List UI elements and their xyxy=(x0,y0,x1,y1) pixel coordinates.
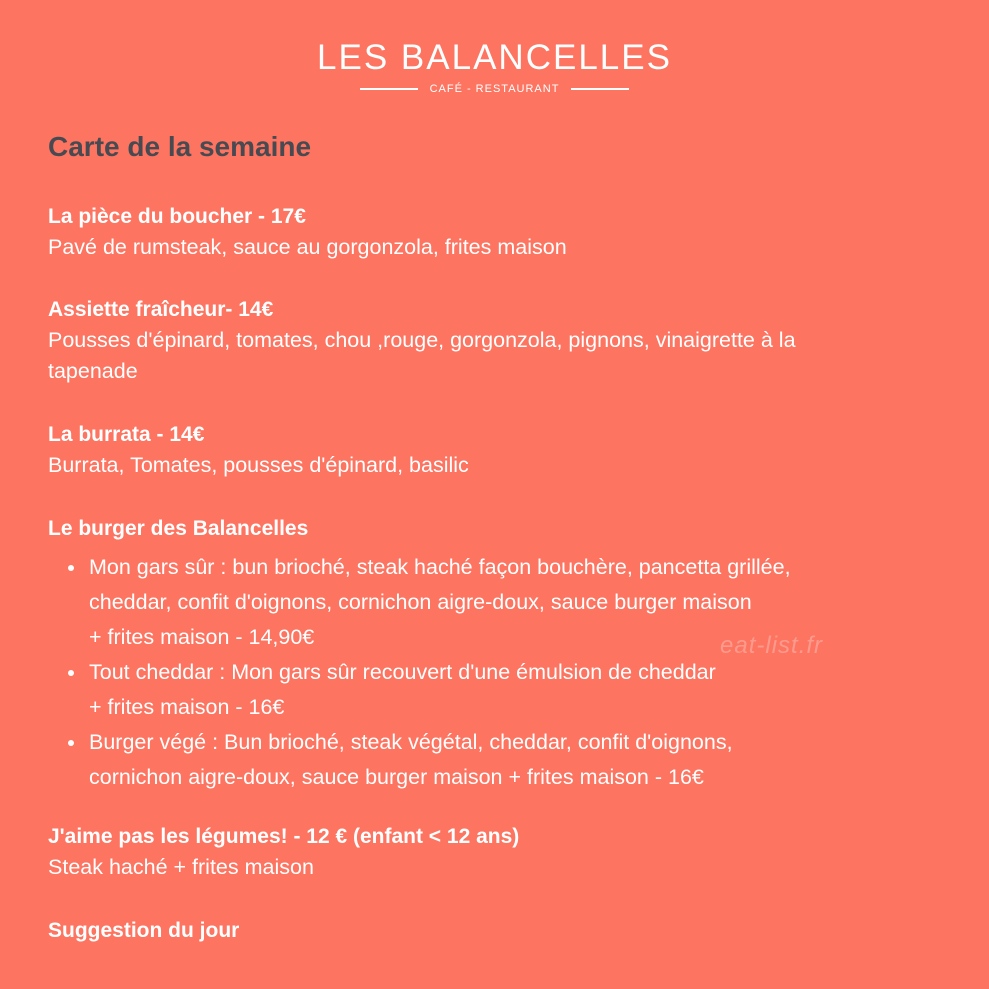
dish-description: Steak haché + frites maison xyxy=(48,855,314,879)
burger-item xyxy=(48,655,948,725)
dish-description: Burrata, Tomates, pousses d'épinard, basilic xyxy=(48,453,469,477)
burger-item-line: Tout cheddar : Mon gars sûr recouvert d'une émulsion de cheddar xyxy=(89,660,716,684)
menu-section-enfant xyxy=(48,821,948,883)
burger-item-line: + frites maison - 16€ xyxy=(89,695,285,719)
dish-title: Suggestion du jour xyxy=(48,919,240,942)
dish-title: Assiette fraîcheur- 14€ xyxy=(48,298,274,321)
burger-item xyxy=(48,725,948,795)
menu-heading: Carte de la semaine xyxy=(48,131,312,162)
logo-name: LES BALANCELLES xyxy=(317,38,672,77)
restaurant-logo xyxy=(0,36,989,95)
dish-title: La burrata - 14€ xyxy=(48,423,205,446)
logo-subtitle-row xyxy=(0,83,989,95)
menu-section-piece-du-boucher xyxy=(48,201,948,263)
burger-item-line: Burger végé : Bun brioché, steak végétal, cheddar, confit d'oignons, xyxy=(89,730,733,754)
menu-section-suggestion xyxy=(48,915,948,946)
menu-section-assiette-fraicheur xyxy=(48,294,948,387)
menu-section-burrata xyxy=(48,419,948,481)
burger-list xyxy=(48,550,948,795)
dish-title: Le burger des Balancelles xyxy=(48,517,309,540)
burger-item-line: cornichon aigre-doux, sauce burger maison + frites maison - 16€ xyxy=(89,765,704,789)
dish-description: Pavé de rumsteak, sauce au gorgonzola, frites maison xyxy=(48,235,567,259)
dish-title: J'aime pas les légumes! - 12 € (enfant < 12 ans) xyxy=(48,825,520,848)
logo-divider-right xyxy=(571,88,629,90)
burger-item-line: cheddar, confit d'oignons, cornichon aigre-doux, sauce burger maison xyxy=(89,590,752,614)
dish-description-line: Pousses d'épinard, tomates, chou ,rouge, gorgonzola, pignons, vinaigrette à la xyxy=(48,328,796,352)
burger-item-line: Mon gars sûr : bun brioché, steak haché façon bouchère, pancetta grillée, xyxy=(89,555,791,579)
dish-title: La pièce du boucher - 17€ xyxy=(48,205,306,228)
logo-subtitle: CAFÉ - RESTAURANT xyxy=(429,83,560,95)
watermark: eat-list.fr xyxy=(720,632,824,659)
burger-item-line: + frites maison - 14,90€ xyxy=(89,625,315,649)
dish-description-line: tapenade xyxy=(48,359,138,383)
logo-divider-left xyxy=(360,88,418,90)
